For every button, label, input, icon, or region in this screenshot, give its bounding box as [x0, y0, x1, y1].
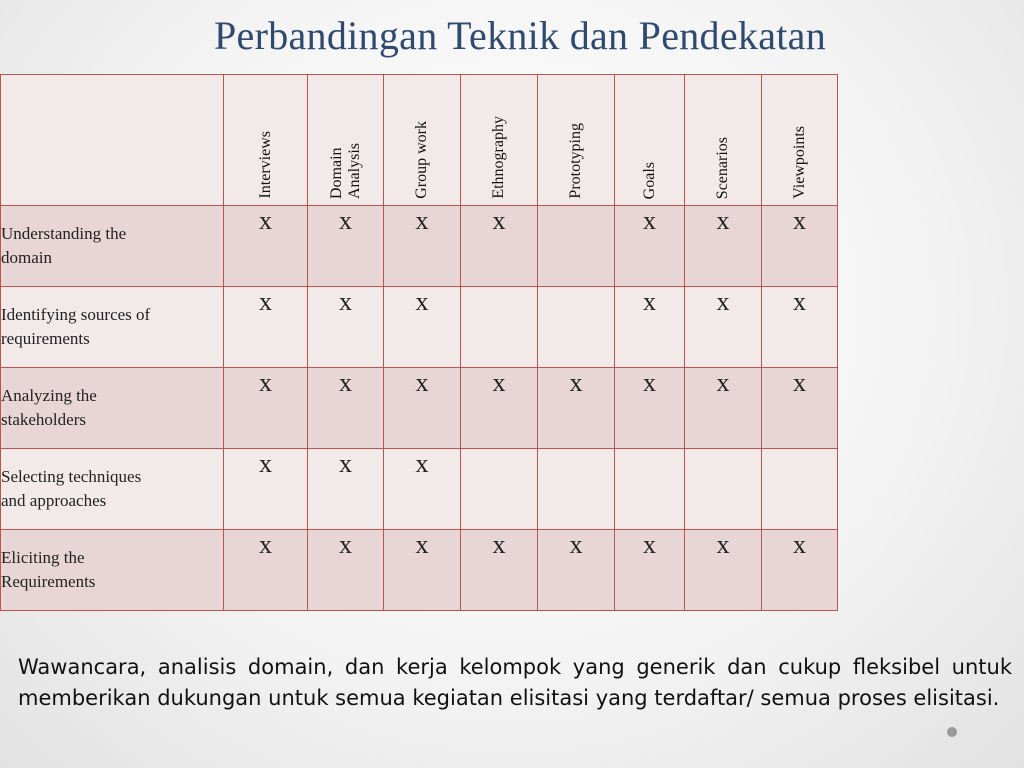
mark-cell: [538, 206, 615, 287]
mark-cell: [538, 449, 615, 530]
row-label: Understanding the domain: [1, 206, 224, 287]
column-header-group-work: Group work: [384, 75, 461, 206]
mark-cell: x: [538, 530, 615, 611]
column-header-goals: Goals: [615, 75, 685, 206]
mark-cell: x: [384, 449, 461, 530]
mark-cell: x: [461, 368, 538, 449]
mark-cell: x: [685, 287, 762, 368]
table-row: [1, 449, 838, 530]
mark-cell: x: [461, 206, 538, 287]
column-header-scenarios: Scenarios: [685, 75, 762, 206]
mark-cell: x: [308, 449, 384, 530]
mark-cell: x: [762, 530, 838, 611]
mark-cell: x: [685, 530, 762, 611]
slide-dot-icon: [947, 727, 957, 737]
mark-cell: x: [224, 449, 308, 530]
mark-cell: x: [224, 530, 308, 611]
row-label: Selecting techniques and approaches: [1, 449, 224, 530]
mark-cell: x: [384, 287, 461, 368]
mark-cell: x: [224, 368, 308, 449]
table-row: [1, 368, 838, 449]
mark-cell: [762, 449, 838, 530]
mark-cell: [615, 449, 685, 530]
table-header-row: [1, 75, 838, 206]
table-row: [1, 530, 838, 611]
slide-title: Perbandingan Teknik dan Pendekatan: [213, 13, 827, 58]
mark-cell: x: [762, 206, 838, 287]
column-header-interviews: Interviews: [224, 75, 308, 206]
column-header-viewpoints: Viewpoints: [762, 75, 838, 206]
mark-cell: x: [308, 368, 384, 449]
mark-cell: [685, 449, 762, 530]
mark-cell: x: [308, 287, 384, 368]
mark-cell: x: [685, 206, 762, 287]
mark-cell: [461, 449, 538, 530]
mark-cell: x: [762, 368, 838, 449]
mark-cell: x: [762, 287, 838, 368]
mark-cell: x: [615, 287, 685, 368]
mark-cell: x: [461, 530, 538, 611]
table-row: [1, 206, 838, 287]
mark-cell: x: [685, 368, 762, 449]
mark-cell: x: [384, 368, 461, 449]
table-row: [1, 287, 838, 368]
mark-cell: x: [538, 368, 615, 449]
mark-cell: [461, 287, 538, 368]
mark-cell: x: [224, 287, 308, 368]
mark-cell: x: [384, 530, 461, 611]
column-header-domain-analysis: Domain Analysis: [308, 75, 384, 206]
column-header-ethnography: Ethnography: [461, 75, 538, 206]
row-label: Analyzing the stakeholders: [1, 368, 224, 449]
mark-cell: [538, 287, 615, 368]
column-header-prototyping: Prototyping: [538, 75, 615, 206]
row-label: Eliciting the Requirements: [1, 530, 224, 611]
row-label: Identifying sources of requirements: [1, 287, 224, 368]
mark-cell: x: [224, 206, 308, 287]
mark-cell: x: [615, 530, 685, 611]
mark-cell: x: [384, 206, 461, 287]
mark-cell: x: [615, 206, 685, 287]
mark-cell: x: [308, 530, 384, 611]
table-corner-cell: [1, 75, 224, 206]
mark-cell: x: [308, 206, 384, 287]
comparison-table: [0, 74, 838, 611]
summary-paragraph: Wawancara, analisis domain, dan kerja kelompok yang generik dan cukup fleksibel untuk memberikan dukungan untuk semua kegiatan elisitasi yang terdaftar/ semua proses elisitasi.: [18, 655, 1012, 710]
mark-cell: x: [615, 368, 685, 449]
